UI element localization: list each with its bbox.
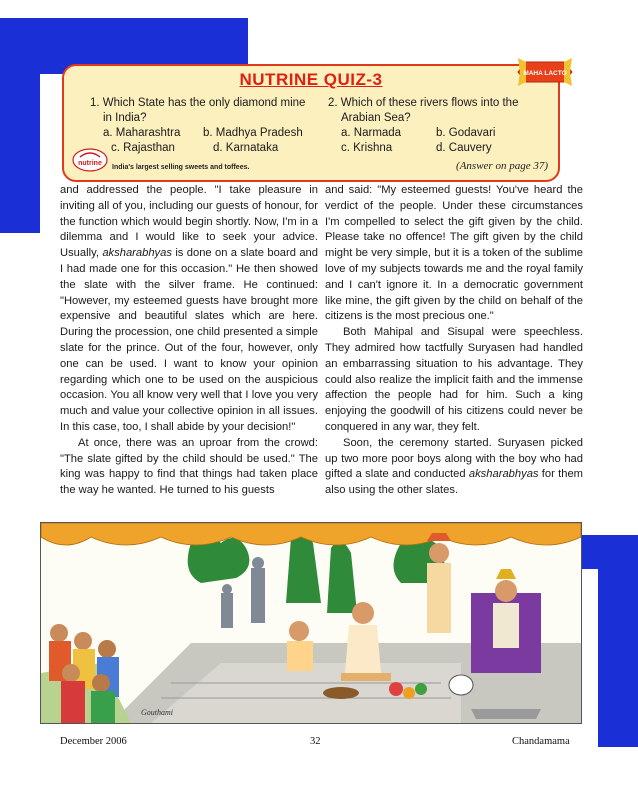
answer-note: (Answer on page 37) <box>456 160 548 172</box>
quiz-question-1 <box>90 96 320 156</box>
q1-option-d: d. Karnataka <box>213 142 279 154</box>
q1-option-b: b. Madhya Pradesh <box>203 127 303 139</box>
story-column-right <box>325 183 583 499</box>
story-paragraph: and said: "My esteemed guests! You've heard the verdict of the people. Under these circumstances I'm compelled to select the gift given by the child. Please take no offence! The gift given by the child might be very simple, but it is a token of the sublime love of my subjects towards me and the royal family and I can't ignore it. In a democratic government like mine, the gift given by the child on behalf of the citizens is the most precious one." <box>325 184 583 323</box>
page-number: 32 <box>310 736 321 747</box>
story-text: and addressed the people. "I take pleasure in inviting all of you, including our guests of honour, for the function which would begin shortly. Now, I'm in a dilemma and I would like to seek your advice. Usually, <box>60 184 318 260</box>
decor-blue-bar-left <box>0 18 40 233</box>
quiz-box <box>62 64 560 182</box>
q2-options-row2 <box>328 141 548 156</box>
story-term: aksharabhyas <box>468 468 539 481</box>
decor-blue-bar-right-cap <box>580 535 638 569</box>
q2-option-b: b. Godavari <box>436 127 496 139</box>
quiz-question-2 <box>328 96 548 156</box>
illustrator-signature: Gouthami <box>141 708 173 717</box>
q2-option-d: d. Cauvery <box>436 142 492 154</box>
story-text: is done on a slate board and I had made one for this occasion." He then showed the slate with the silver frame. He continued: "However, my esteemed guests have brought more expensive and beautiful slates which are here. During the procession, one child presented a simple slate for the prince. Out of the four, however, only one can be used. I want to know your opinion regarding which one to be used on the auspicious occasion. You all know very well that I love you very much and value your collective opinion in all issues. In this case, too, I shall abide by your decision!" <box>60 247 318 433</box>
story-text: for them also using the other slates. <box>325 468 583 497</box>
q2-options-row1 <box>328 126 548 141</box>
story-paragraph <box>60 183 318 436</box>
q1-line1: 1. Which State has the only diamond mine <box>90 97 306 109</box>
q2-line1: 2. Which of these rivers flows into the <box>328 97 519 109</box>
ceremony-illustration <box>40 522 582 724</box>
story-term: aksharabhyas <box>102 247 172 260</box>
story-column-left <box>60 183 318 499</box>
q1-option-a: a. Maharashtra <box>103 127 181 139</box>
q1-options-row2 <box>90 141 320 156</box>
magazine-name: Chandamama <box>512 736 570 747</box>
story-paragraph: Both Mahipal and Sisupal were speechless. They admired how tactfully Suryasen had handled an embarrassing situation to his advantage. They could also realize the implicit faith and the immense affection the people had for him. Such a king enjoying the goodwill of his citizens could never be conquered in any war, they felt. <box>325 326 583 433</box>
badge-text: MAHA LACTO <box>523 70 567 77</box>
q1-options-row1 <box>90 126 320 141</box>
nutrine-logo <box>72 148 108 172</box>
story-paragraph: At once, there was an uproar from the crowd: "The slate gifted by the child should be used." The king was happy to find that things had taken place the way he wanted. He turned to his guests <box>60 436 318 497</box>
maha-lacto-badge <box>514 56 576 88</box>
story-text: Soon, the ceremony started. Suryasen picked up two more poor boys along with the boy who had gifted a slate and conducted <box>325 436 583 481</box>
q2-option-c: c. Krishna <box>341 142 393 154</box>
q2-line2: Arabian Sea? <box>341 112 411 124</box>
nutrine-logo-text: nutrine <box>78 160 102 167</box>
story-paragraph <box>325 436 583 499</box>
q1-option-c: c. Rajasthan <box>111 142 175 154</box>
tagline: India's largest selling sweets and toffees. <box>112 164 250 171</box>
quiz-title: NUTRINE QUIZ-3 <box>239 70 383 89</box>
footer-date: December 2006 <box>60 736 127 747</box>
q2-option-a: a. Narmada <box>341 127 402 139</box>
q1-line2: in India? <box>103 112 147 124</box>
